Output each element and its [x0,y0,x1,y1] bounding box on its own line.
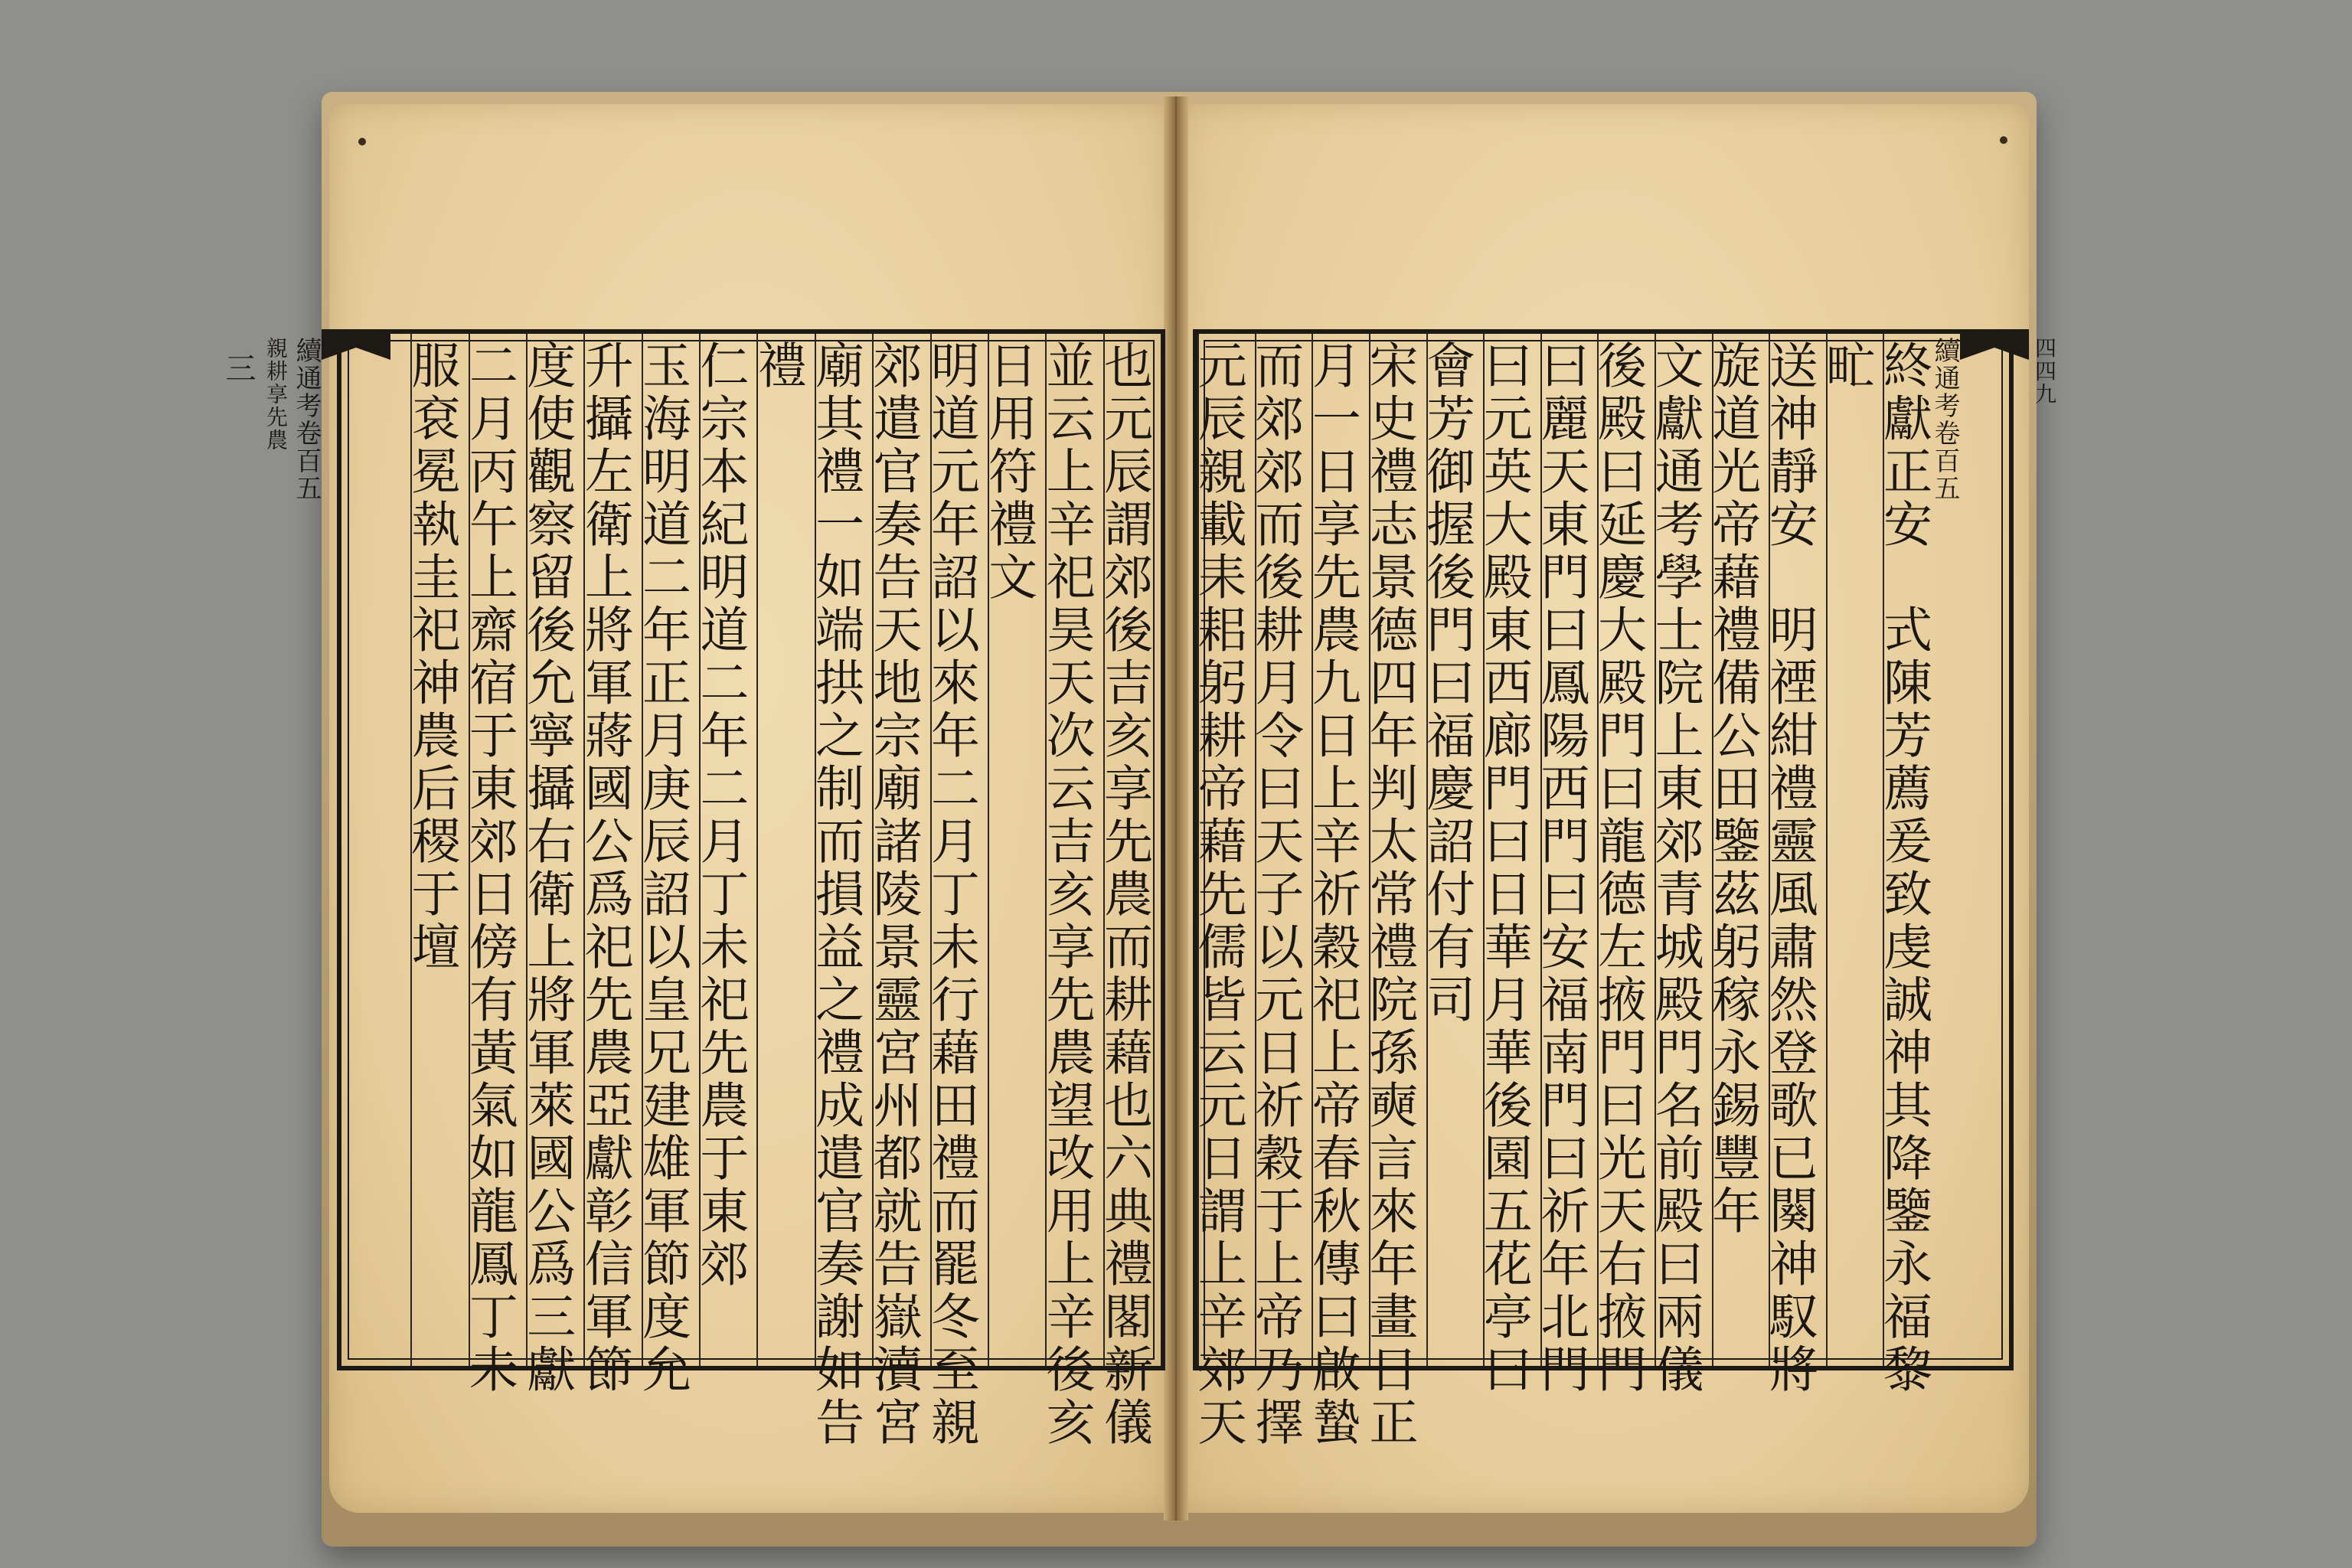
text-column: 郊遣官奏告天地宗廟諸陵景靈宮州都就告嶽瀆宮 [872,334,929,1366]
text-column: 甿 [1826,334,1883,1366]
page-mark [2000,136,2007,144]
text-column: 旋道光帝藉禮備公田鑒茲躬稼永錫豐年 [1712,334,1769,1366]
text-column: 也元辰謂郊後吉亥享先農而耕藉也六典禮閣新儀 [1103,334,1161,1366]
section-title: 親耕享先農 [263,337,289,452]
page-number: 四四九 [2032,337,2057,406]
text-column: 並云上辛祀昊天次云吉亥享先農望改用上辛後亥 [1045,334,1102,1366]
text-column: 而郊郊而後耕月令曰天子以元日祈穀于上帝乃擇 [1255,334,1312,1366]
right-text-columns [1189,334,1940,1449]
left-text-frame [337,329,1165,1449]
text-column: 會芳御握後門曰福慶詔付有司 [1426,334,1484,1366]
text-column: 日用符禮文 [988,334,1045,1366]
text-column: 曰元英大殿東西廊門曰日華月華後園五花亭曰 [1483,334,1540,1366]
text-column: 明道元年詔以來年二月丁未行藉田禮而罷冬至親 [930,334,988,1366]
fishtail-mark [322,329,390,360]
text-column: 曰麗天東門曰鳳陽西門曰安福南門曰祈年北門 [1540,334,1598,1366]
right-center-strip [1929,329,2060,1370]
text-column: 禮 [756,334,814,1366]
text-column: 送神靜安 明禋紺禮靈風肅然登歌已闋神馭將 [1769,334,1826,1366]
text-column: 二月丙午上齋宿于東郊日傍有黃氣如龍鳳丁未 [469,334,526,1366]
book-title: 續通考卷百五 [291,337,322,502]
text-column: 後殿曰延慶大殿門曰龍德左掖門曰光天右掖門 [1597,334,1655,1366]
left-text-columns [403,334,1161,1449]
text-column: 廟其禮一如端拱之制而損益之禮成遣官奏謝如告 [815,334,872,1366]
text-column: 玉海明道二年正月庚辰詔以皇兄建雄軍節度允 [642,334,699,1366]
text-column: 月一日享先農九日上辛祈穀祀上帝春秋傳曰啟蟄 [1312,334,1369,1366]
text-column: 服袞冕執圭祀神農后稷于壇 [410,334,468,1366]
text-column: 文獻通考學士院上東郊青城殿門名前殿曰兩儀 [1655,334,1712,1366]
text-column: 元辰親載耒耜躬耕帝藉先儒皆云元日謂上辛郊天 [1197,334,1255,1366]
book-title: 續通考卷百五 [1929,337,1960,502]
page-mark [358,138,366,145]
text-column: 仁宗本紀明道二年二月丁未祀先農于東郊 [699,334,756,1366]
text-column: 宋史禮志景德四年判太常禮院孫奭言來年畫日正 [1369,334,1426,1366]
text-column: 升攝左衛上將軍蔣國公爲祀先農亞獻彰信軍節 [583,334,641,1366]
page-number: 三 [220,352,256,383]
left-center-strip [220,329,390,1370]
right-text-frame [1189,329,2014,1449]
text-column: 度使觀察留後允寧攝右衛上將軍萊國公爲三獻 [526,334,583,1366]
text-column: 終獻正安 式陳芳薦爰致虔誠神其降鑒永福黎 [1883,334,1940,1366]
fishtail-mark [1960,329,2029,360]
